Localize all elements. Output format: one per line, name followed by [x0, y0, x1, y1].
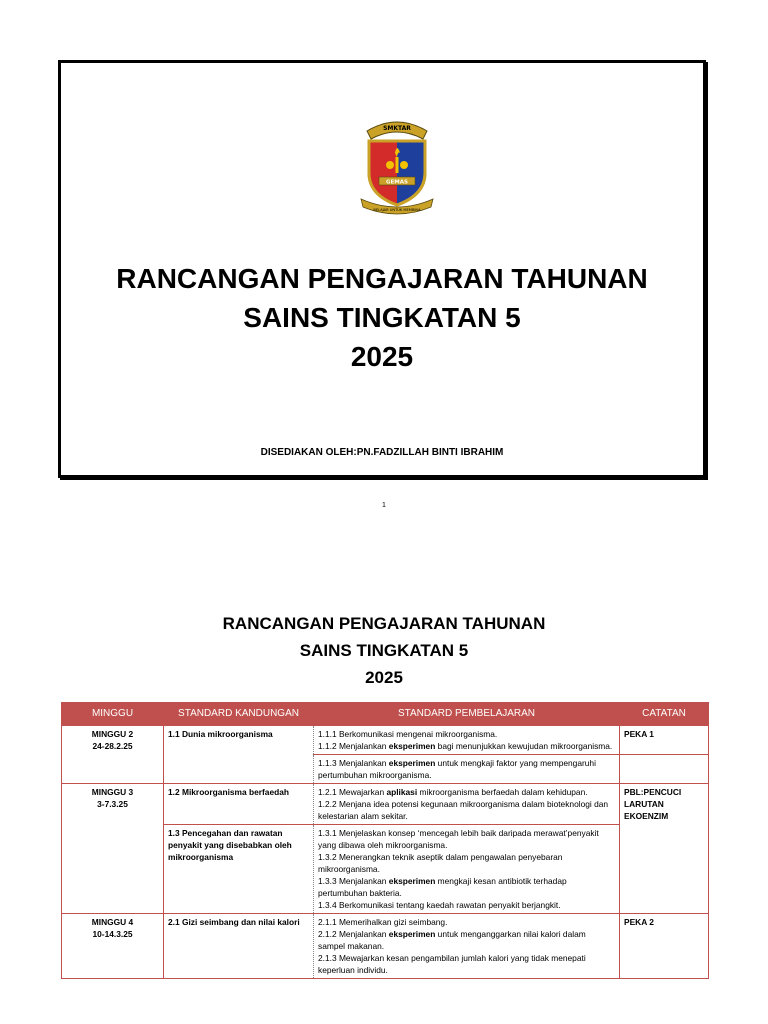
- svg-text:BELAJAR UNTUK MEMBINA: BELAJAR UNTUK MEMBINA: [373, 208, 421, 212]
- learning-standard-item: 1.2.2 Menjana idea potensi kegunaan mikroorganisma dalam bioteknologi dan kelestarian alam sekitar.: [318, 799, 609, 821]
- learning-standard-cell: [314, 726, 620, 755]
- learning-standard-item: 1.1.3 Menjalankan eksperimen untuk mengkaji faktor yang mempengaruhi pertumbuhan mikroorganisma.: [318, 758, 596, 780]
- header-catatan: CATATAN: [620, 703, 709, 726]
- svg-text:GEMAS: GEMAS: [386, 179, 408, 186]
- learning-standard-cell: [314, 914, 620, 979]
- page-title: [0, 610, 768, 691]
- cover-title-line-2: SAINS TINGKATAN 5: [243, 302, 521, 333]
- cover-frame: [58, 60, 706, 478]
- note-cell: PEKA 1: [620, 726, 709, 755]
- header-standard-kandungan: STANDARD KANDUNGAN: [164, 703, 314, 726]
- content-standard-cell: 1.3 Pencegahan dan rawatan penyakit yang disebabkan oleh mikroorganisma: [164, 825, 314, 914]
- cover-title-line-3: 2025: [350, 341, 414, 372]
- page-number: 1: [382, 502, 386, 509]
- content-standard-cell: 1.2 Mikroorganisma berfaedah: [164, 784, 314, 825]
- learning-standard-item: 1.1.1 Berkomunikasi mengenai mikroorganisma.: [318, 729, 498, 739]
- school-crest-logo: [357, 113, 437, 217]
- table-row: [62, 726, 709, 755]
- page-title-line-1: RANCANGAN PENGAJARAN TAHUNAN: [222, 614, 546, 633]
- learning-standard-cell: [314, 784, 620, 825]
- learning-standard-item: 2.1.2 Menjalankan eksperimen untuk menganggarkan nilai kalori dalam sampel makanan.: [318, 929, 586, 951]
- week-cell: [62, 914, 164, 979]
- note-cell: PBL:PENCUCI LARUTAN EKOENZIM: [620, 784, 709, 914]
- header-standard-pembelajaran: STANDARD PEMBELAJARAN: [314, 703, 620, 726]
- learning-standard-item: 1.3.1 Menjelaskan konsep ‘mencegah lebih baik daripada merawat’penyakit yang dibawa oleh mikroorganisma.: [318, 828, 599, 850]
- header-minggu: MINGGU: [62, 703, 164, 726]
- learning-standard-item: 1.2.1 Mewajarkan aplikasi mikroorganisma berfaedah dalam kehidupan.: [318, 787, 588, 797]
- learning-standard-cell: [314, 755, 620, 784]
- week-dates: 24-28.2.25: [92, 741, 133, 751]
- week-label: MINGGU 3: [91, 787, 134, 797]
- learning-standard-item: 2.1.1 Memerihalkan gizi seimbang.: [318, 917, 448, 927]
- week-dates: 10-14.3.25: [92, 929, 133, 939]
- cover-title: [61, 259, 703, 376]
- page-title-line-2: SAINS TINGKATAN 5: [299, 641, 469, 660]
- week-label: MINGGU 2: [91, 729, 134, 739]
- content-standard-cell: 2.1 Gizi seimbang dan nilai kalori: [164, 914, 314, 979]
- learning-standard-item: 2.1.3 Mewajarkan kesan pengambilan jumlah kalori yang tidak menepati keperluan individu.: [318, 953, 586, 975]
- table-row: [62, 784, 709, 825]
- content-standard-cell: 1.1 Dunia mikroorganisma: [164, 726, 314, 784]
- page-title-line-3: 2025: [365, 668, 403, 687]
- table-header-row: [62, 703, 709, 726]
- learning-standard-cell: [314, 825, 620, 914]
- week-cell: [62, 784, 164, 914]
- learning-standard-item: 1.3.2 Menerangkan teknik aseptik dalam pengawalan penyebaran mikroorganisma.: [318, 852, 563, 874]
- teaching-plan-table: [61, 702, 709, 979]
- note-cell: [620, 755, 709, 784]
- table-row: [62, 914, 709, 979]
- week-dates: 3-7.3.25: [97, 799, 128, 809]
- cover-title-line-1: RANCANGAN PENGAJARAN TAHUNAN: [116, 263, 648, 294]
- svg-text:SMKTAR: SMKTAR: [383, 125, 411, 132]
- prepared-by: DISEDIAKAN OLEH:PN.FADZILLAH BINTI IBRAHIM: [260, 447, 504, 458]
- week-label: MINGGU 4: [91, 917, 134, 927]
- learning-standard-item: 1.3.3 Menjalankan eksperimen mengkaji kesan antibiotik terhadap pertumbuhan bakteria.: [318, 876, 567, 898]
- learning-standard-item: 1.3.4 Berkomunikasi tentang kaedah rawatan penyakit berjangkit.: [318, 900, 561, 910]
- week-cell: [62, 726, 164, 784]
- learning-standard-item: 1.1.2 Menjalankan eksperimen bagi menunjukkan kewujudan mikroorganisma.: [318, 741, 613, 751]
- note-cell: PEKA 2: [620, 914, 709, 979]
